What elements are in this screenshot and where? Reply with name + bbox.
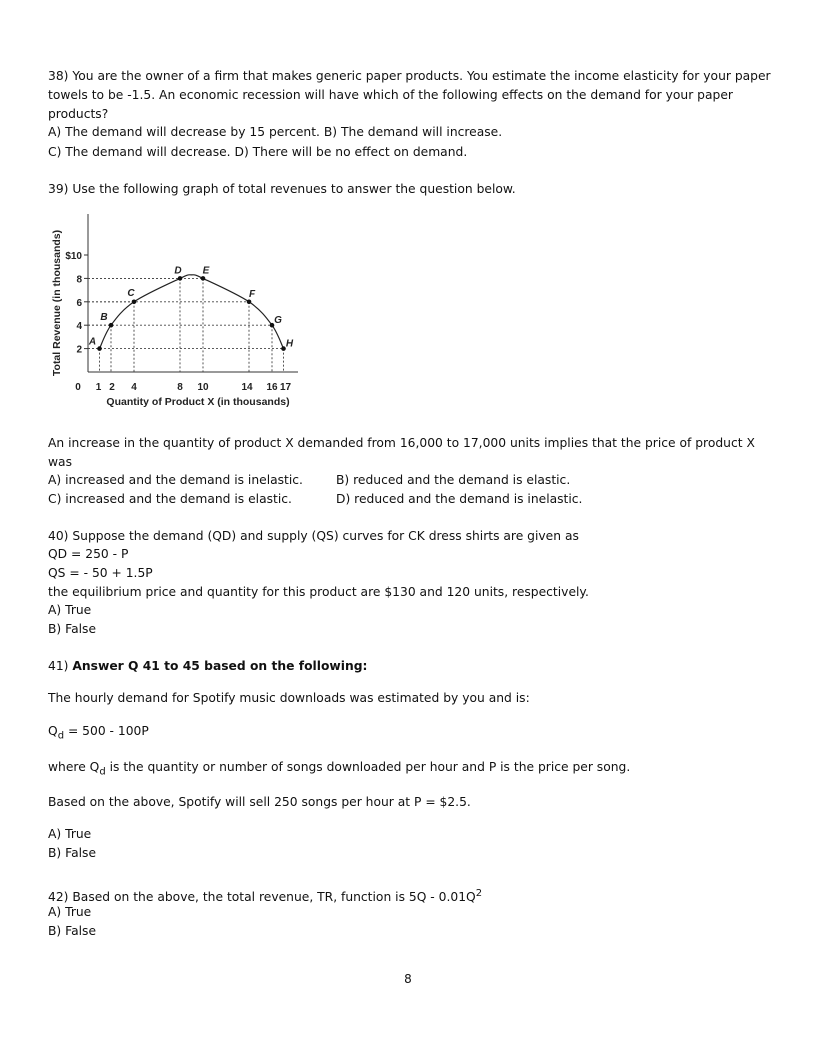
q39-option-b: B) reduced and the demand is elastic. <box>336 473 571 487</box>
q41-eq-q: Q <box>48 724 58 738</box>
q42-superscript: 2 <box>475 888 483 899</box>
data-point-f <box>247 300 252 305</box>
q41-eq-rest: = 500 - 100P <box>64 724 149 738</box>
data-point-c <box>132 300 137 305</box>
q41-number: 41) <box>48 659 69 673</box>
q41-where-post: is the quantity or number of songs downloaded per hour and P is the price per song. <box>105 760 631 774</box>
point-label-f: F <box>248 288 256 300</box>
q41-claim: Based on the above, Spotify will sell 250 songs per hour at P = $2.5. <box>48 795 471 809</box>
y-tick-label: 8 <box>76 274 82 286</box>
q41-header <box>48 657 367 676</box>
data-point-d <box>178 276 183 281</box>
point-label-b: B <box>100 312 108 324</box>
y-axis-title: Total Revenue (in thousands) <box>51 229 63 377</box>
data-point-a <box>97 346 102 351</box>
x-tick-label: 14 <box>241 382 253 393</box>
y-tick-label: 6 <box>76 297 82 309</box>
q39-option-c: C) increased and the demand is elastic. <box>48 492 292 506</box>
q39-option-a: A) increased and the demand is inelastic. <box>48 473 303 487</box>
q41-intro: The hourly demand for Spotify music downloads was estimated by you and is: <box>48 691 530 705</box>
data-point-b <box>109 323 114 328</box>
q39-intro: 39) Use the following graph of total revenues to answer the question below. <box>48 182 516 196</box>
x-tick-label: 4 <box>131 382 137 393</box>
point-label-c: C <box>127 287 135 299</box>
point-label-d: D <box>174 265 182 277</box>
y-tick-label: 2 <box>76 344 82 356</box>
point-label-e: E <box>202 265 210 277</box>
x-axis-title: Quantity of Product X (in thousands) <box>106 396 290 408</box>
page-number: 8 <box>404 972 412 986</box>
x-tick-label: 17 <box>279 382 292 393</box>
x-tick-label: 10 <box>197 382 209 393</box>
q41-demand-equation <box>48 722 149 745</box>
q42-option-b: B) False <box>48 924 97 938</box>
q42-stem <box>48 884 482 907</box>
point-label-h: H <box>285 338 294 350</box>
q41-where <box>48 758 630 781</box>
x-origin-label: 0 <box>75 382 81 393</box>
q39-question: An increase in the quantity of product X demanded from 16,000 to 17,000 units implies that the price of product X was <box>48 436 755 469</box>
x-tick-label: 2 <box>109 382 115 393</box>
data-point-e <box>201 276 206 281</box>
q42-option-a: A) True <box>48 905 92 919</box>
q40-claim: the equilibrium price and quantity for this product are $130 and 120 units, respectively. <box>48 585 589 599</box>
q40-stem: 40) Suppose the demand (QD) and supply (QS) curves for CK dress shirts are given as <box>48 529 579 543</box>
q40-demand-equation: QD = 250 - P <box>48 547 129 561</box>
q38-options-line1: A) The demand will decrease by 15 percent. B) The demand will increase. <box>48 125 503 139</box>
x-tick-label: 1 <box>95 382 102 393</box>
y-tick-label: $10 <box>65 251 82 262</box>
total-revenue-chart <box>48 206 308 411</box>
x-tick-label: 16 <box>266 382 278 393</box>
point-label-a: A <box>88 336 97 348</box>
q38-options-line2: C) The demand will decrease. D) There will be no effect on demand. <box>48 145 468 159</box>
q40-option-b: B) False <box>48 622 97 636</box>
q42-stem-text: 42) Based on the above, the total revenue, TR, function is 5Q - 0.01Q <box>48 890 476 905</box>
q41-option-a: A) True <box>48 827 92 841</box>
q41-where-pre: where Q <box>48 760 100 774</box>
q40-supply-equation: QS = - 50 + 1.5P <box>48 566 153 580</box>
q41-heading: Answer Q 41 to 45 based on the following: <box>72 659 368 673</box>
revenue-curve <box>100 275 284 349</box>
x-tick-label: 8 <box>177 382 183 393</box>
q41-where-sub: d <box>99 766 106 778</box>
q39-option-d: D) reduced and the demand is inelastic. <box>336 492 583 506</box>
q41-eq-sub: d <box>57 730 65 742</box>
q38-stem: 38) You are the owner of a firm that makes generic paper products. You estimate the income elasticity for your paper towels to be -1.5. An economic recession will have which of the following effects on the demand for your paper products? <box>48 69 771 121</box>
q40-option-a: A) True <box>48 603 92 617</box>
q41-option-b: B) False <box>48 846 97 860</box>
y-tick-label: 4 <box>76 321 82 333</box>
point-label-g: G <box>274 315 282 327</box>
